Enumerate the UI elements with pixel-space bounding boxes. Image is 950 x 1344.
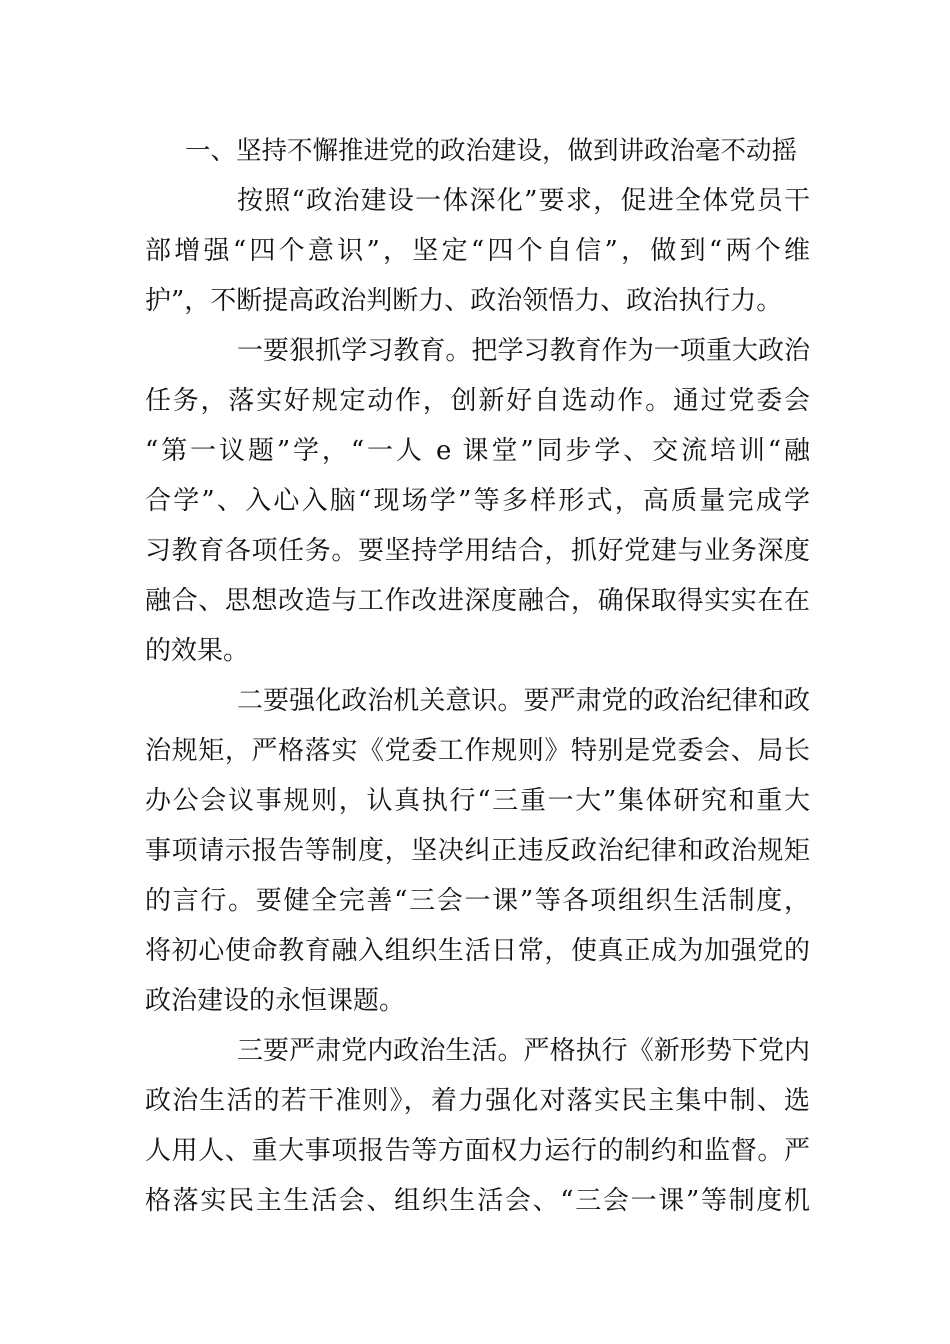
paragraph-line: 护”，不断提高政治判断力、政治领悟力、政治执行力。 [145, 286, 783, 316]
paragraph-line: 的言行。要健全完善“三会一课”等各项组织生活制度， [145, 886, 810, 916]
paragraph-line: 事项请示报告等制度，坚决纠正违反政治纪律和政治规矩 [145, 836, 810, 866]
paragraph-line: 的效果。 [145, 636, 250, 666]
paragraph-political-construction [145, 176, 810, 326]
paragraph-line: 融合、思想改造与工作改进深度融合，确保取得实实在在 [145, 586, 810, 616]
paragraph-line: 习教育各项任务。要坚持学用结合，抓好党建与业务深度 [145, 536, 810, 566]
paragraph-line: 按照“政治建设一体深化”要求，促进全体党员干 [237, 186, 810, 216]
paragraph-line: 合学”、入心入脑“现场学”等多样形式，高质量完成学 [145, 486, 810, 516]
paragraph-line: 格落实民主生活会、组织生活会、“三会一课”等制度机 [145, 1186, 810, 1216]
paragraph-line: 一要狠抓学习教育。把学习教育作为一项重大政治 [237, 336, 810, 366]
paragraph-line: 政治建设的永恒课题。 [145, 986, 406, 1016]
paragraph-line: 三要严肃党内政治生活。严格执行《新形势下党内 [237, 1036, 810, 1066]
paragraph-line: “第一议题”学，“一人 e 课堂”同步学、交流培训“融 [145, 436, 810, 466]
paragraph-line: 人用人、重大事项报告等方面权力运行的制约和监督。严 [145, 1136, 810, 1166]
paragraph-line: 将初心使命教育融入组织生活日常，使真正成为加强党的 [145, 936, 810, 966]
paragraph-line: 二要强化政治机关意识。要严肃党的政治纪律和政 [237, 686, 810, 716]
paragraph-line: 治规矩，严格落实《党委工作规则》特别是党委会、局长 [145, 736, 810, 766]
paragraph-political-life [145, 1026, 810, 1226]
document-body [145, 126, 810, 1226]
paragraph-line: 部增强“四个意识”，坚定“四个自信”，做到“两个维 [145, 236, 810, 266]
paragraph-study-education [145, 326, 810, 676]
paragraph-political-awareness [145, 676, 810, 1026]
paragraph-line: 办公会议事规则，认真执行“三重一大”集体研究和重大 [145, 786, 810, 816]
paragraph-line: 政治生活的若干准则》，着力强化对落实民主集中制、选 [145, 1086, 810, 1116]
section-heading: 一、坚持不懈推进党的政治建设，做到讲政治毫不动摇 [185, 136, 798, 166]
paragraph-line: 任务，落实好规定动作，创新好自选动作。通过党委会 [145, 386, 810, 416]
